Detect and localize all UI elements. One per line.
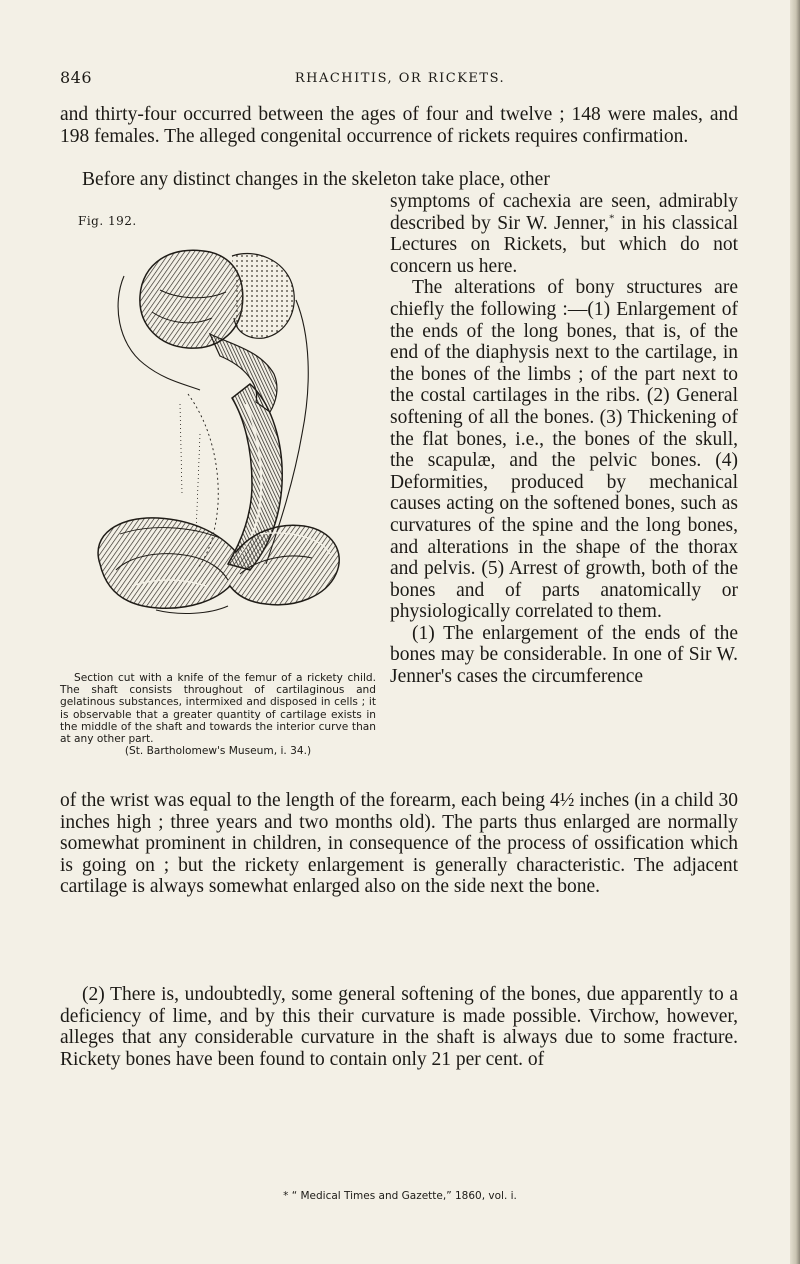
paragraph-statistics: and thirty-four occurred between the ages of four and twelve ; 148 were males, and 198 females. The alleged congenital occurrence of rickets requires confirmation. — [60, 104, 738, 147]
figure-source: (St. Bartholomew's Museum, i. 34.) — [124, 745, 312, 758]
paragraph-alterations: The alterations of bony structures are chiefly the following :—(1) Enlargement of the ends of the long bones, that is, of the end of the diaphysis next to the cartilage, in the bones of the limbs ; of the part next to the costal cartilages in the ribs. (2) General softening of all the bones. (3) Thickening of the flat bones, i.e., the bones of the skull, the scapulæ, and the pelvic bones. (4) Deformities, produced by mechanical causes acting on the softened bones, such as curvatures of the spine and the long bones, and alterations in the shape of the thorax and pelvis. (5) Arrest of growth, both of the bones and of parts anatomically or physiologically correlated to them. — [390, 277, 738, 623]
side-column — [390, 191, 738, 688]
figure-caption — [60, 672, 376, 757]
footnote-marker: * — [609, 212, 615, 225]
figure-femur-section — [60, 214, 382, 758]
page-number: 846 — [60, 68, 93, 87]
femur-section-illustration — [60, 234, 382, 624]
running-title: RHACHITIS, OR RICKETS. — [294, 71, 506, 86]
paragraph-softening: (2) There is, undoubtedly, some general softening of the bones, due apparently to a deficiency of lime, and by this their curvature is made possible. Virchow, however, alleges that any considerable curvature in the shaft is always due to some fracture. Rickety bones have been found to contain only 21 per cent. of — [60, 984, 738, 1070]
cachexia-text-end: in his classical Lectures on Rickets, but which do not concern us here. — [390, 212, 738, 277]
page-header — [60, 68, 740, 92]
footnote: * “ Medical Times and Gazette,” 1860, vol. i. — [283, 1190, 517, 1202]
paragraph-cachexia — [390, 191, 738, 277]
page-spine-shadow — [790, 0, 800, 1264]
cachexia-text: symptoms of cachexia are seen, admirably described by Sir W. Jenner, — [390, 191, 738, 234]
paragraph-symptoms-lead: Before any distinct changes in the skeleton take place, other — [82, 169, 550, 190]
paragraph-enlargement: (1) The enlargement of the ends of the bones may be considerable. In one of Sir W. Jenner's cases the circumference — [390, 622, 738, 688]
figure-caption-text: Section cut with a knife of the femur of a rickety child. The shaft consists throughout of cartilaginous and gelatinous substances, intermixed and disposed in cells ; it is observable that a greater quantity of cartilage exists in the middle of the shaft and towards the interior curve than at any other part. — [60, 672, 376, 746]
paragraph-wrist: of the wrist was equal to the length of the forearm, each being 4½ inches (in a child 30 inches high ; three years and two months old). The parts thus enlarged are normally somewhat prominent in children, in consequence of the process of ossification which is going on ; but the rickety enlargement is generally characteristic. The adjacent cartilage is always somewhat enlarged also on the side next the bone. — [60, 790, 738, 898]
figure-label: Fig. 192. — [78, 214, 137, 228]
